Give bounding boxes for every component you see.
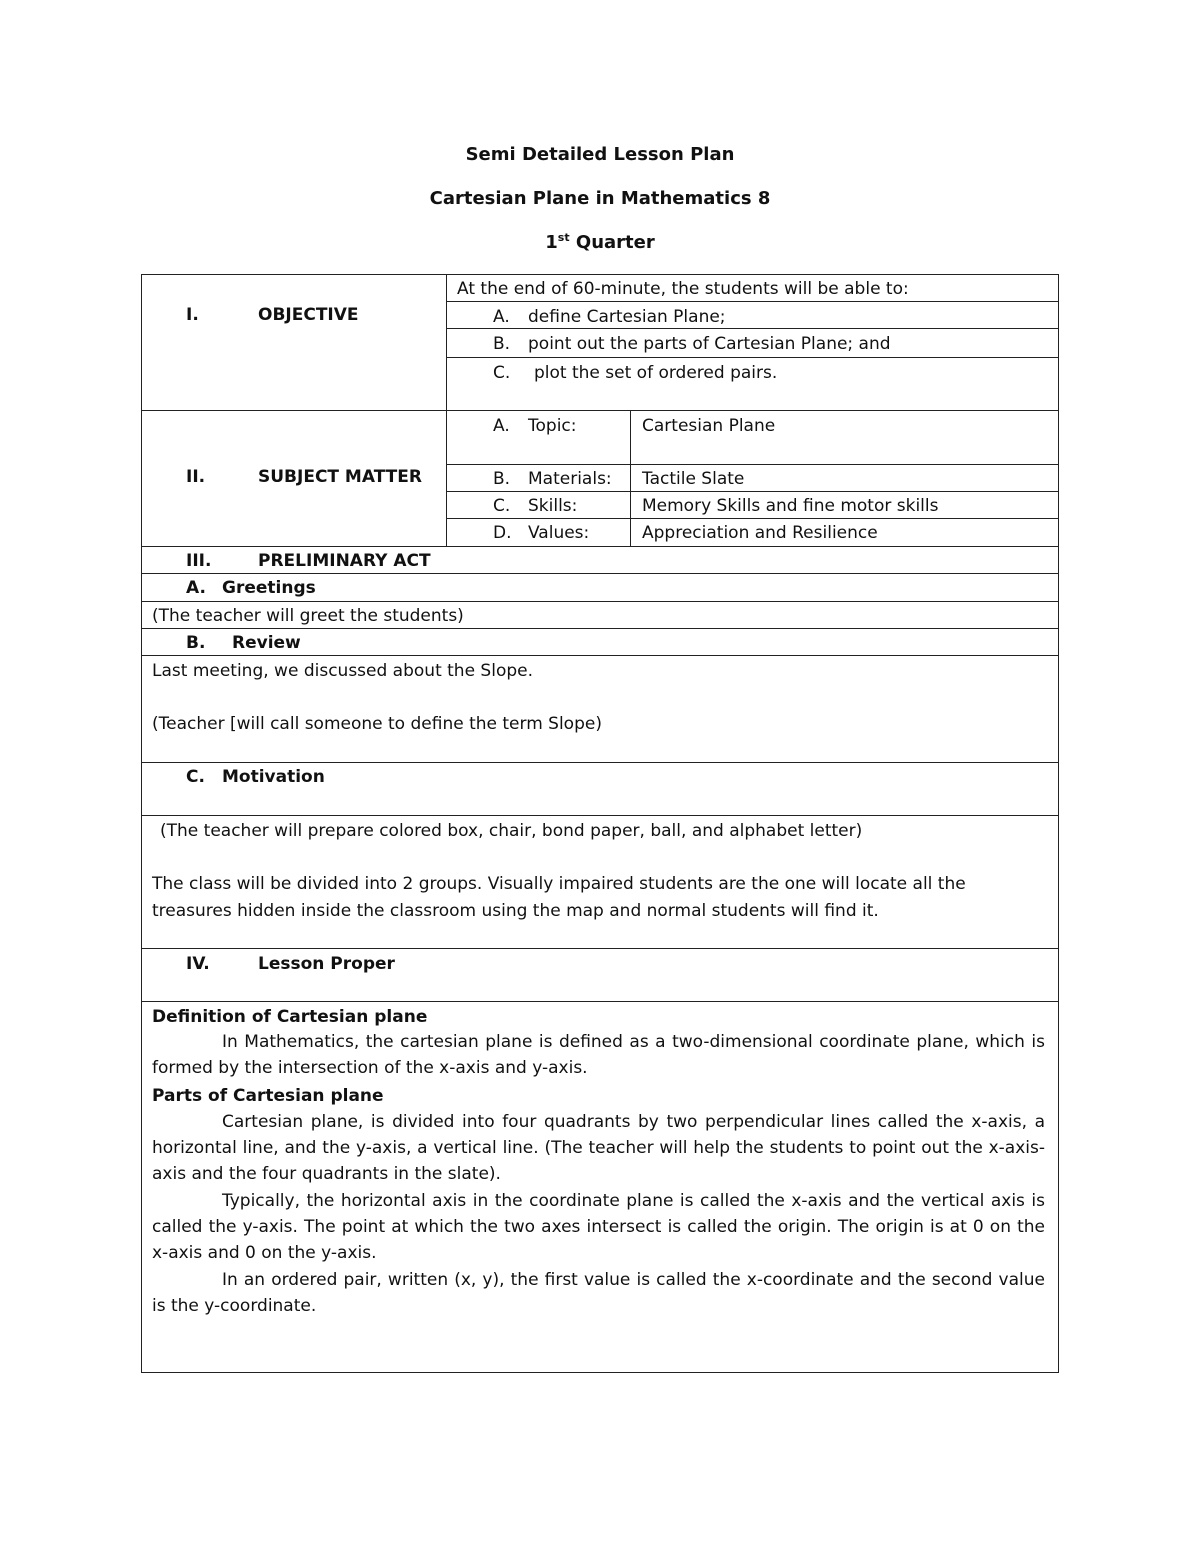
- review-letter: B.: [186, 633, 206, 653]
- parts-paragraph-2: [152, 1188, 1045, 1266]
- parts-paragraph-1: [152, 1109, 1045, 1187]
- subject-materials-key: Materials:: [528, 469, 612, 489]
- motivation-line-2: The class will be divided into 2 groups. Visually impaired students are the one will locate all the: [152, 874, 966, 894]
- subject-materials-value: Tactile Slate: [642, 469, 745, 489]
- subject-matter-numeral: II.: [186, 467, 206, 487]
- subject-skills-key: Skills:: [528, 496, 578, 516]
- subject-skills-letter: C.: [493, 496, 511, 516]
- objective-numeral: I.: [186, 305, 199, 325]
- lesson-label: Lesson Proper: [258, 954, 395, 974]
- review-line-1: Last meeting, we discussed about the Slope.: [152, 661, 534, 681]
- objective-intro: At the end of 60-minute, the students will be able to:: [457, 279, 909, 299]
- subject-values-letter: D.: [493, 523, 512, 543]
- objective-item-b-text: point out the parts of Cartesian Plane; and: [528, 334, 891, 354]
- motivation-line-1: (The teacher will prepare colored box, chair, bond paper, ball, and alphabet letter): [160, 821, 863, 841]
- motivation-letter: C.: [186, 767, 205, 787]
- parts-text-2: Typically, the horizontal axis in the coordinate plane is called the x-axis and the vertical axis is called the y-axis. The point at which the two axes intersect is called the origin. The origin is at 0 on the x-axis and 0 on the y-axis.: [152, 1191, 1045, 1263]
- subject-skills-value: Memory Skills and fine motor skills: [642, 496, 939, 516]
- subject-topic-letter: A.: [493, 416, 510, 436]
- objective-label: OBJECTIVE: [258, 305, 359, 325]
- document-subtitle: Cartesian Plane in Mathematics 8: [429, 188, 771, 209]
- objective-label-cell: [141, 274, 447, 411]
- objective-item-a-letter: A.: [493, 307, 510, 327]
- subject-topic-value: Cartesian Plane: [642, 416, 776, 436]
- motivation-label: Motivation: [222, 767, 325, 787]
- greetings-letter: A.: [186, 578, 206, 598]
- preliminary-label: PRELIMINARY ACT: [258, 551, 431, 571]
- objective-item-c-text: plot the set of ordered pairs.: [534, 363, 778, 383]
- quarter-word: Quarter: [575, 232, 655, 253]
- objective-item-b-letter: B.: [493, 334, 511, 354]
- subject-values-key: Values:: [528, 523, 590, 543]
- objective-item-c-letter: C.: [493, 363, 511, 383]
- subject-values-value: Appreciation and Resilience: [642, 523, 878, 543]
- parts-paragraph-3: [152, 1267, 1045, 1319]
- review-label: Review: [232, 633, 301, 653]
- objective-item-a-text: define Cartesian Plane;: [528, 307, 726, 327]
- quarter-suffix: st: [557, 231, 570, 244]
- greetings-label: Greetings: [222, 578, 316, 598]
- lesson-numeral: IV.: [186, 954, 210, 974]
- subject-matter-label: SUBJECT MATTER: [258, 467, 422, 487]
- quarter-number: 1: [545, 232, 558, 253]
- greetings-text: (The teacher will greet the students): [152, 606, 464, 626]
- definition-heading: Definition of Cartesian plane: [152, 1007, 428, 1027]
- preliminary-numeral: III.: [186, 551, 212, 571]
- parts-text-3: In an ordered pair, written (x, y), the first value is called the x-coordinate and the second value is the y-coordinate.: [152, 1270, 1045, 1316]
- quarter-label: [0, 231, 1200, 253]
- parts-text-1: Cartesian plane, is divided into four quadrants by two perpendicular lines called the x-axis, a horizontal line, and the y-axis, a vertical line. (The teacher will help the students to point out the x-axis-axis and the four quadrants in the slate).: [152, 1112, 1045, 1184]
- definition-text: In Mathematics, the cartesian plane is defined as a two-dimensional coordinate plane, which is formed by the intersection of the x-axis and y-axis.: [152, 1032, 1045, 1078]
- definition-paragraph: [152, 1029, 1045, 1081]
- document-title: Semi Detailed Lesson Plan: [465, 144, 735, 165]
- motivation-line-3: treasures hidden inside the classroom using the map and normal students will find it.: [152, 901, 879, 921]
- subject-topic-key: Topic:: [528, 416, 577, 436]
- parts-heading: Parts of Cartesian plane: [152, 1086, 384, 1106]
- subject-materials-letter: B.: [493, 469, 511, 489]
- review-line-2: (Teacher [will call someone to define the term Slope): [152, 714, 602, 734]
